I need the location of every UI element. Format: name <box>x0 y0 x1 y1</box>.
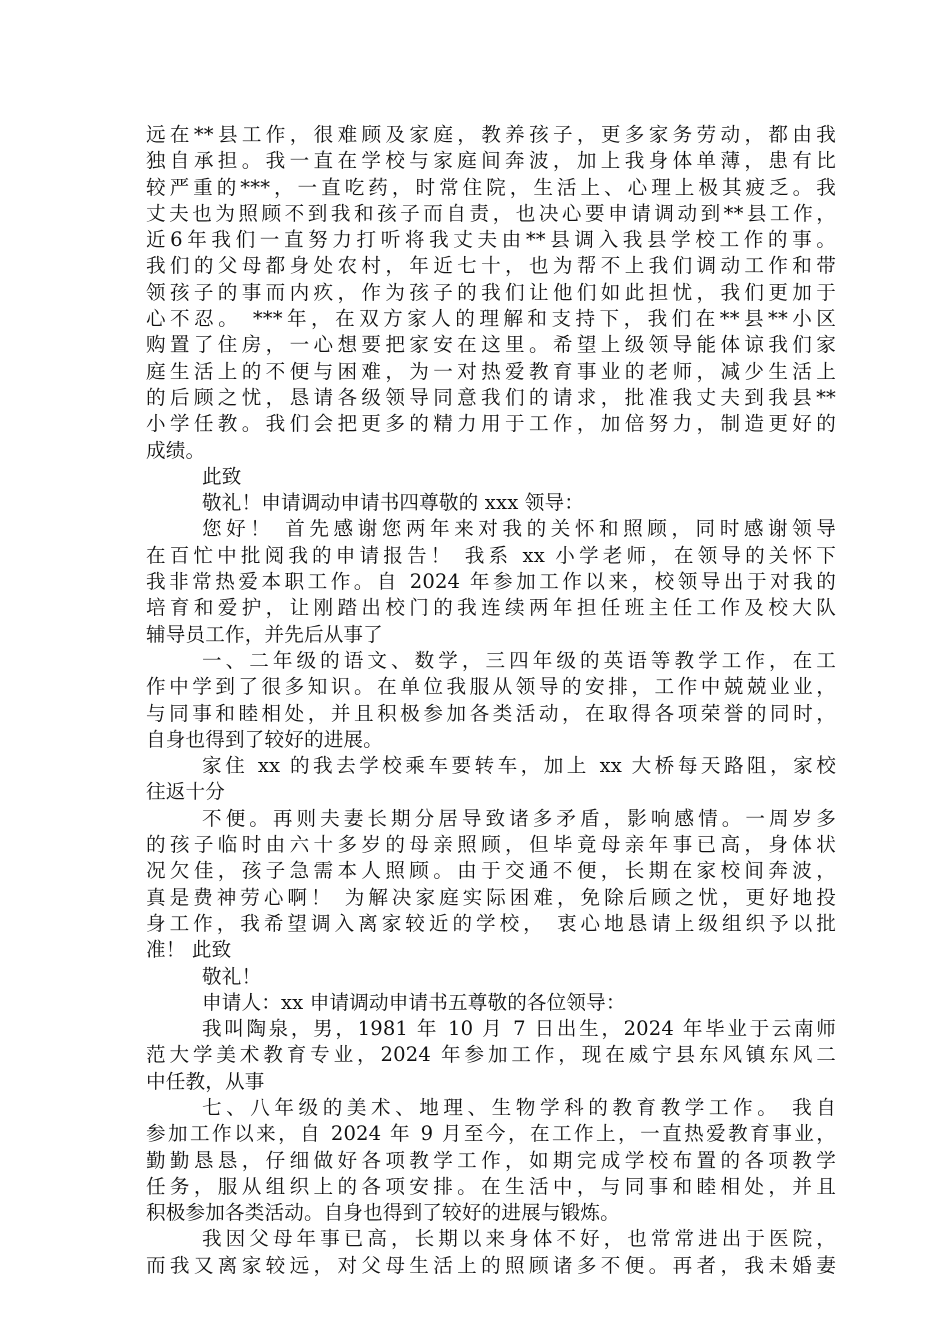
text-line: 我叫陶泉，男，1981 年 10 月 7 日出生，2024 年毕业于云南师 <box>202 1017 836 1041</box>
text-line: 家住 xx 的我去学校乘车要转车，加上 xx 大桥每天路阻，家校 <box>202 754 836 778</box>
document-body <box>146 122 836 1279</box>
text-line: 您好！ 首先感谢您两年来对我的关怀和照顾，同时感谢领导 <box>202 517 836 541</box>
text-line: 丈夫也为照顾不到我和孩子而自责，也决心要申请调动到**县工作， <box>146 201 836 225</box>
text-line: 独自承担。我一直在学校与家庭间奔波，加上我身体单薄，患有比 <box>146 149 836 173</box>
text-line: 勤勤恳恳，仔细做好各项教学工作，如期完成学校布置的各项教学 <box>146 1148 836 1172</box>
text-line: 与同事和睦相处，并且积极参加各类活动，在取得各项荣誉的同时， <box>146 701 836 725</box>
text-line: 远在**县工作，很难顾及家庭，教养孩子，更多家务劳动，都由我 <box>146 123 836 146</box>
text-line: 辅导员工作，并先后从事了 <box>146 622 383 646</box>
text-line: 较严重的***，一直吃药，时常住院，生活上、心理上极其疲乏。我 <box>146 175 836 199</box>
text-line: 任务，服从组织上的各项安排。在生活中，与同事和睦相处，并且 <box>146 1174 836 1198</box>
text-line: 准！ 此致 <box>146 938 232 962</box>
text-line: 而我又离家较远，对父母生活上的照顾诸多不便。再者，我未婚妻 <box>146 1253 836 1277</box>
text-line: 身工作，我希望调入离家较近的学校， 衷心地恳请上级组织予以批 <box>146 911 836 935</box>
text-line: 购置了住房，一心想要把家安在这里。希望上级领导能体谅我们家 <box>146 333 836 357</box>
text-line: 积极参加各类活动。自身也得到了较好的进展与锻炼。 <box>146 1201 620 1225</box>
text-line: 心不忍。 ***年，在双方家人的理解和支持下，我们在**县**小区 <box>146 307 836 331</box>
text-line: 真是费神劳心啊！ 为解决家庭实际困难，免除后顾之忧，更好地投 <box>146 885 836 909</box>
text-line: 此致 <box>202 464 242 488</box>
text-line: 庭生活上的不便与困难，为一对热爱教育事业的老师，减少生活上 <box>146 359 836 383</box>
text-line: 我因父母年事已高，长期以来身体不好，也常常进出于医院， <box>202 1227 836 1251</box>
text-line: 近6年我们一直努力打听将我丈夫由**县调入我县学校工作的事。 <box>146 228 836 252</box>
text-line: 敬礼！ <box>202 964 262 988</box>
text-line: 范大学美术教育专业，2024 年参加工作，现在威宁县东风镇东风二 <box>146 1043 836 1067</box>
text-line: 申请人：xx 申请调动申请书五尊敬的各位领导： <box>202 990 626 1014</box>
text-line: 况欠佳，孩子急需本人照顾。由于交通不便，长期在家校间奔波， <box>146 859 836 883</box>
text-line: 自身也得到了较好的进展。 <box>146 727 383 751</box>
text-line: 往返十分 <box>146 780 225 804</box>
text-line: 的后顾之忧，恳请各级领导同意我们的请求，批准我丈夫到我县** <box>146 385 836 409</box>
text-line: 领孩子的事而内疚，作为孩子的我们让他们如此担忧，我们更加于 <box>146 280 836 304</box>
text-line: 不便。再则夫妻长期分居导致诸多矛盾，影响感情。一周岁多 <box>202 806 836 830</box>
text-line: 的孩子临时由六十多岁的母亲照顾，但毕竟母亲年事已高，身体状 <box>146 833 836 857</box>
text-line: 一、二年级的语文、数学，三四年级的英语等教学工作，在工 <box>202 648 836 672</box>
text-line: 作中学到了很多知识。在单位我服从领导的安排，工作中兢兢业业， <box>146 675 836 699</box>
text-line: 参加工作以来，自 2024 年 9 月至今，在工作上，一直热爱教育事业， <box>146 1122 836 1146</box>
text-line: 我们的父母都身处农村，年近七十，也为帮不上我们调动工作和带 <box>146 254 836 278</box>
text-line: 成绩。 <box>146 438 206 462</box>
text-line: 在百忙中批阅我的申请报告！ 我系 xx 小学老师，在领导的关怀下 <box>146 543 836 567</box>
text-line: 敬礼！申请调动申请书四尊敬的 xxx 领导： <box>202 491 585 515</box>
text-line: 中任教，从事 <box>146 1069 265 1093</box>
text-line: 七、八年级的美术、地理、生物学科的教育教学工作。 我自 <box>202 1095 836 1119</box>
text-line: 培育和爱护，让刚踏出校门的我连续两年担任班主任工作及校大队 <box>146 596 836 620</box>
text-line: 我非常热爱本职工作。自 2024 年参加工作以来，校领导出于对我的 <box>146 570 836 594</box>
text-line: 小学任教。我们会把更多的精力用于工作，加倍努力，制造更好的 <box>146 412 836 436</box>
